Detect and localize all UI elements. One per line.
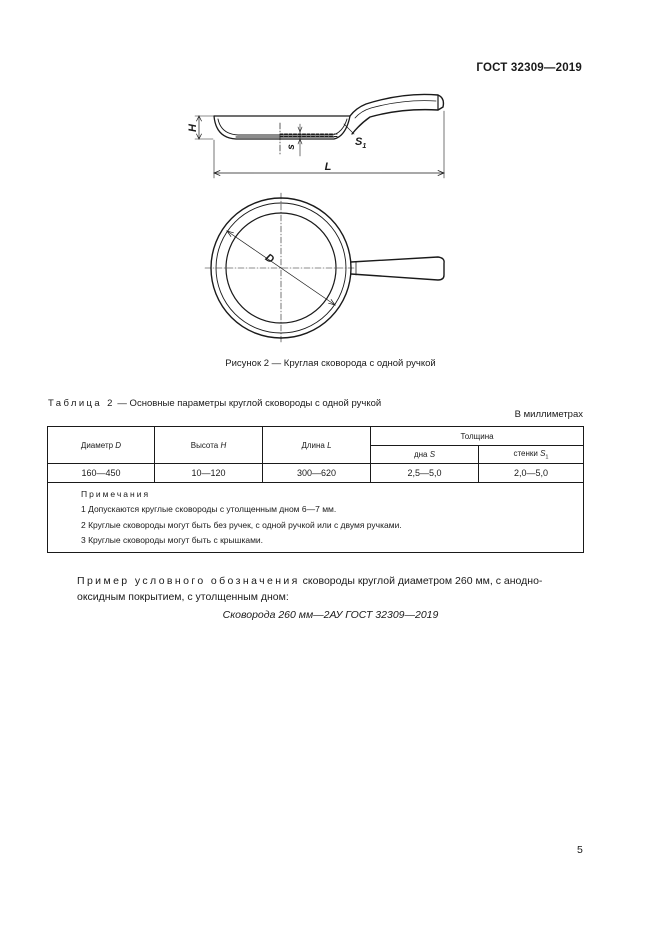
header-thickness: Толщина: [371, 427, 584, 446]
cell-length: 300—620: [263, 464, 371, 483]
header-height: Высота H: [155, 427, 263, 464]
pan-side-view: [214, 94, 443, 155]
label-s: s: [286, 144, 297, 150]
label-h: H: [187, 124, 199, 132]
parameters-table: [47, 426, 584, 553]
standard-header: ГОСТ 32309—2019: [476, 62, 582, 74]
table-caption: [48, 398, 381, 409]
example-text: сковороды круглой диаметром 260 мм, с анодно-оксидным покрытием, с утолщенным дном:: [77, 575, 543, 603]
example-paragraph: [77, 573, 583, 605]
designation-example: Сковорода 260 мм—2АУ ГОСТ 32309—2019: [222, 609, 439, 621]
header-wall: стенки $S_1$: [479, 446, 584, 464]
table-row: [48, 464, 584, 483]
example-label: Пример условного обозначения: [77, 575, 300, 587]
label-s1: $S_1$: [355, 136, 367, 150]
figure-caption: Рисунок 2 — Круглая сковорода с одной ручкой: [225, 358, 436, 369]
cell-height: 10—120: [155, 464, 263, 483]
frying-pan-drawing: [0, 0, 661, 350]
note-item: 2 Круглые сковороды могут быть без ручек, с одной ручкой или с двумя ручками.: [81, 519, 402, 530]
bottom-thickness-dimension: [298, 124, 302, 156]
pan-top-view: [205, 193, 444, 343]
table-notes: [48, 483, 584, 553]
table-caption-text: — Основные параметры круглой сковороды с одной ручкой: [114, 398, 382, 409]
page-number: 5: [577, 844, 583, 856]
notes-title: Примечания: [81, 489, 151, 499]
cell-bottom: 2,5—5,0: [371, 464, 479, 483]
cell-diameter: 160—450: [48, 464, 155, 483]
header-bottom: дна S: [371, 446, 479, 464]
header-diameter: Диаметр D: [48, 427, 155, 464]
label-d: D: [262, 251, 277, 267]
note-item: 1 Допускаются круглые сковороды с утолщенным дном 6—7 мм.: [81, 504, 337, 515]
cell-wall: 2,0—5,0: [479, 464, 584, 483]
note-item: 3 Круглые сковороды могут быть с крышками.: [81, 534, 264, 545]
label-l: L: [324, 161, 332, 173]
header-length: Длина L: [263, 427, 371, 464]
table-units: В миллиметрах: [514, 409, 583, 420]
table-caption-label: Таблица 2: [48, 398, 115, 409]
